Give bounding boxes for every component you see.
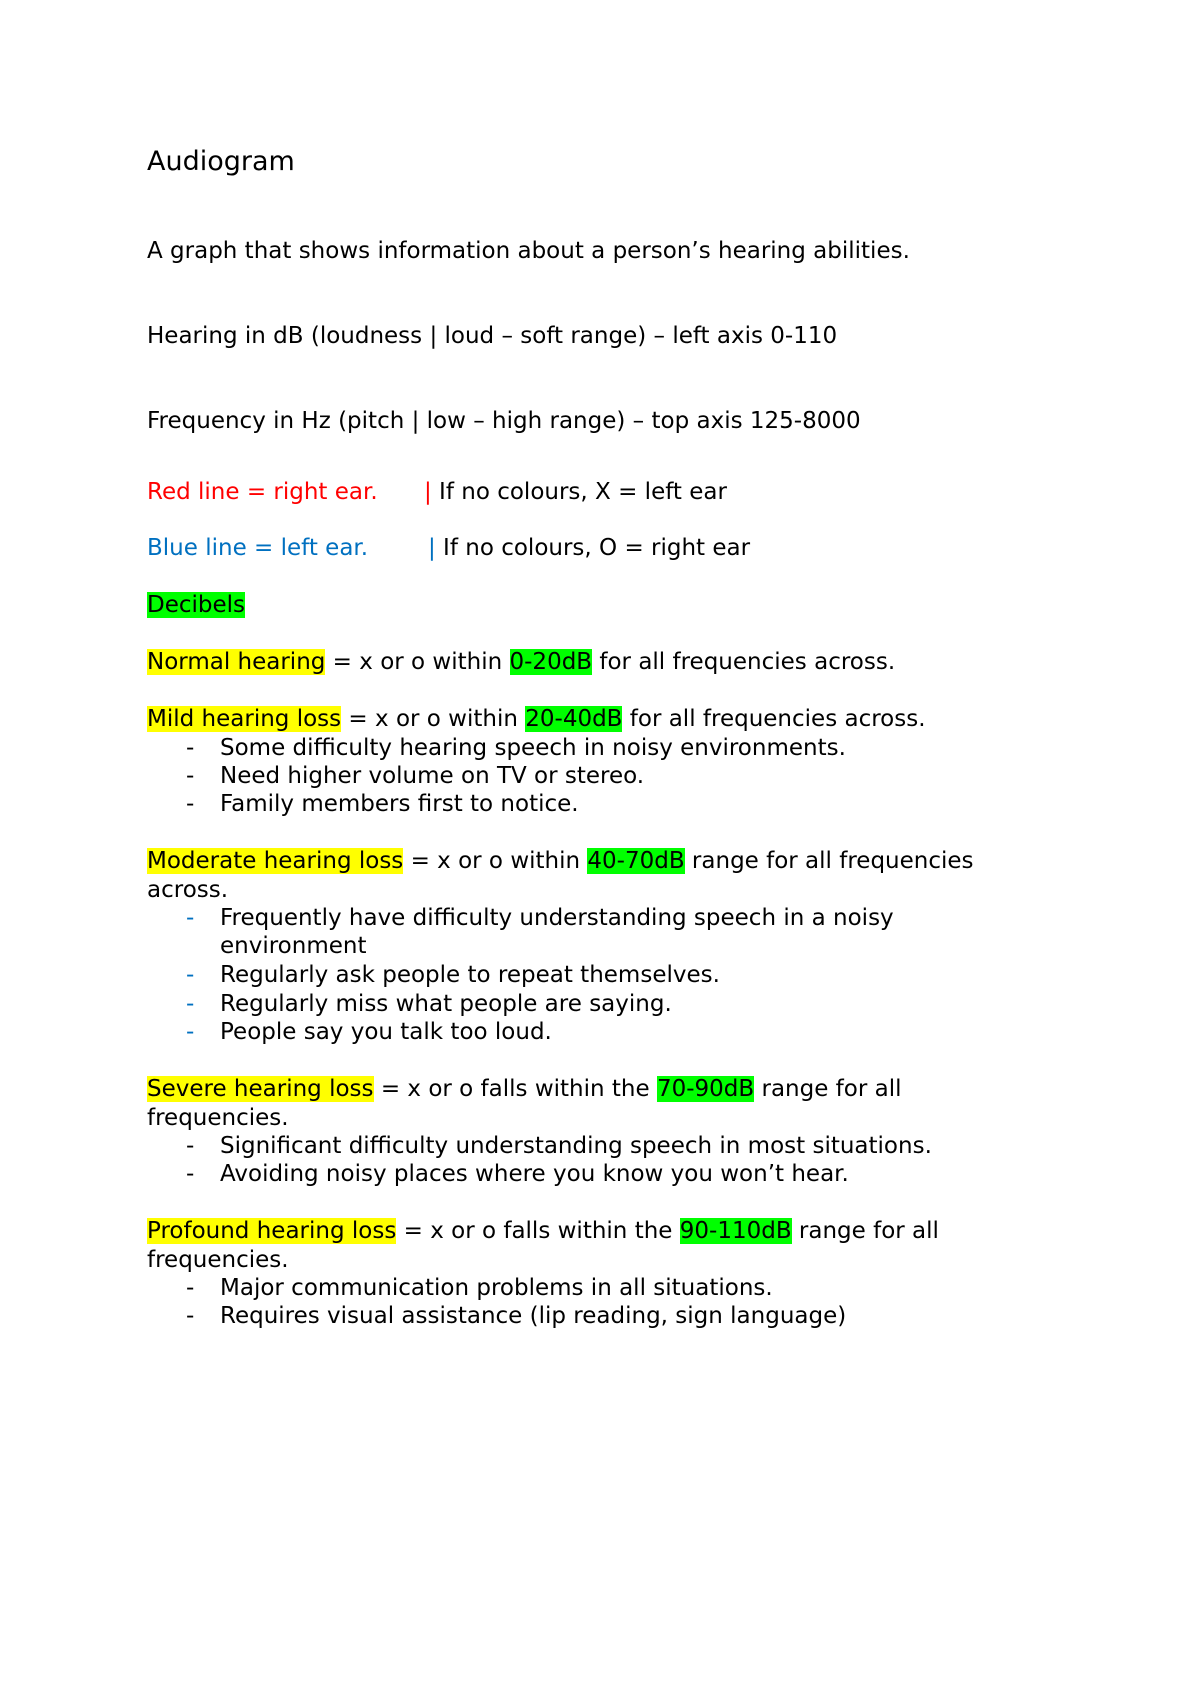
- severe-bullet-2: Avoiding noisy places where you know you won’t hear.: [220, 1161, 849, 1187]
- legend-blue-note: If no colours, O = right ear: [435, 535, 751, 561]
- document-title: Audiogram: [147, 146, 295, 177]
- list-dash: -: [186, 1275, 195, 1301]
- normal-hearing-term: Normal hearing: [147, 649, 326, 675]
- moderate-hearing-line: [147, 847, 974, 876]
- severe-hearing-pre: = x or o falls within the: [373, 1076, 657, 1102]
- profound-hearing-line-cont: frequencies.: [147, 1247, 289, 1273]
- moderate-bullet-2: Regularly ask people to repeat themselves.: [220, 962, 720, 988]
- legend-blue-line: [147, 534, 751, 563]
- moderate-bullet-3: Regularly miss what people are saying.: [220, 991, 672, 1017]
- profound-bullet-2: Requires visual assistance (lip reading, sign language): [220, 1303, 847, 1329]
- moderate-hearing-range: 40-70dB: [587, 848, 685, 874]
- legend-blue-separator: |: [428, 535, 436, 561]
- axis-hz-text: Frequency in Hz (pitch | low – high range) – top axis 125-8000: [147, 408, 861, 434]
- list-dash: -: [186, 1161, 195, 1187]
- mild-hearing-line: [147, 705, 926, 734]
- moderate-bullet-1: Frequently have difficulty understanding speech in a noisy: [220, 905, 894, 931]
- moderate-hearing-line-cont: across.: [147, 877, 229, 903]
- profound-hearing-term: Profound hearing loss: [147, 1218, 397, 1244]
- list-dash: -: [186, 735, 195, 761]
- decibels-heading-line: [147, 591, 245, 620]
- legend-blue-label: Blue line = left ear.: [147, 535, 369, 561]
- mild-bullet-1: Some difficulty hearing speech in noisy environments.: [220, 735, 846, 761]
- legend-red-line: [147, 478, 727, 507]
- list-dash: -: [186, 991, 195, 1017]
- profound-hearing-range: 90-110dB: [679, 1218, 792, 1244]
- normal-hearing-range: 0-20dB: [509, 649, 593, 675]
- severe-hearing-post: range for all: [754, 1076, 902, 1102]
- moderate-bullet-4: People say you talk too loud.: [220, 1019, 552, 1045]
- list-dash: -: [186, 763, 195, 789]
- severe-hearing-line: [147, 1075, 901, 1104]
- severe-hearing-range: 70-90dB: [656, 1076, 755, 1102]
- mild-hearing-term: Mild hearing loss: [147, 706, 342, 732]
- moderate-hearing-post: range for all frequencies: [684, 848, 974, 874]
- severe-hearing-term: Severe hearing loss: [147, 1076, 374, 1102]
- moderate-hearing-term: Moderate hearing loss: [147, 848, 404, 874]
- axis-db-text: Hearing in dB (loudness | loud – soft range) – left axis 0-110: [147, 323, 838, 349]
- mild-hearing-pre: = x or o within: [341, 706, 526, 732]
- profound-bullet-1: Major communication problems in all situations.: [220, 1275, 773, 1301]
- legend-red-note: If no colours, X = left ear: [431, 479, 727, 505]
- list-dash: -: [186, 1133, 195, 1159]
- profound-hearing-post: range for all: [791, 1218, 939, 1244]
- list-dash: -: [186, 791, 195, 817]
- list-dash: -: [186, 905, 195, 931]
- normal-hearing-post: for all frequencies across.: [592, 649, 896, 675]
- normal-hearing-pre: = x or o within: [325, 649, 510, 675]
- list-dash: -: [186, 1303, 195, 1329]
- legend-red-label: Red line = right ear.: [147, 479, 378, 505]
- severe-hearing-line-cont: frequencies.: [147, 1105, 289, 1131]
- list-dash: -: [186, 1019, 195, 1045]
- decibels-heading: Decibels: [147, 592, 246, 618]
- mild-hearing-post: for all frequencies across.: [622, 706, 926, 732]
- severe-bullet-1: Significant difficulty understanding speech in most situations.: [220, 1133, 932, 1159]
- mild-hearing-range: 20-40dB: [525, 706, 623, 732]
- normal-hearing-line: [147, 648, 895, 677]
- intro-text: A graph that shows information about a person’s hearing abilities.: [147, 238, 910, 264]
- moderate-bullet-1-cont: environment: [220, 933, 367, 959]
- list-dash: -: [186, 962, 195, 988]
- legend-blue-note-wrap: [428, 534, 750, 563]
- moderate-hearing-pre: = x or o within: [403, 848, 588, 874]
- legend-red-note-wrap: [424, 478, 727, 507]
- profound-hearing-line: [147, 1217, 939, 1246]
- legend-red-separator: |: [424, 479, 432, 505]
- profound-hearing-pre: = x or o falls within the: [396, 1218, 680, 1244]
- mild-bullet-2: Need higher volume on TV or stereo.: [220, 763, 645, 789]
- mild-bullet-3: Family members first to notice.: [220, 791, 579, 817]
